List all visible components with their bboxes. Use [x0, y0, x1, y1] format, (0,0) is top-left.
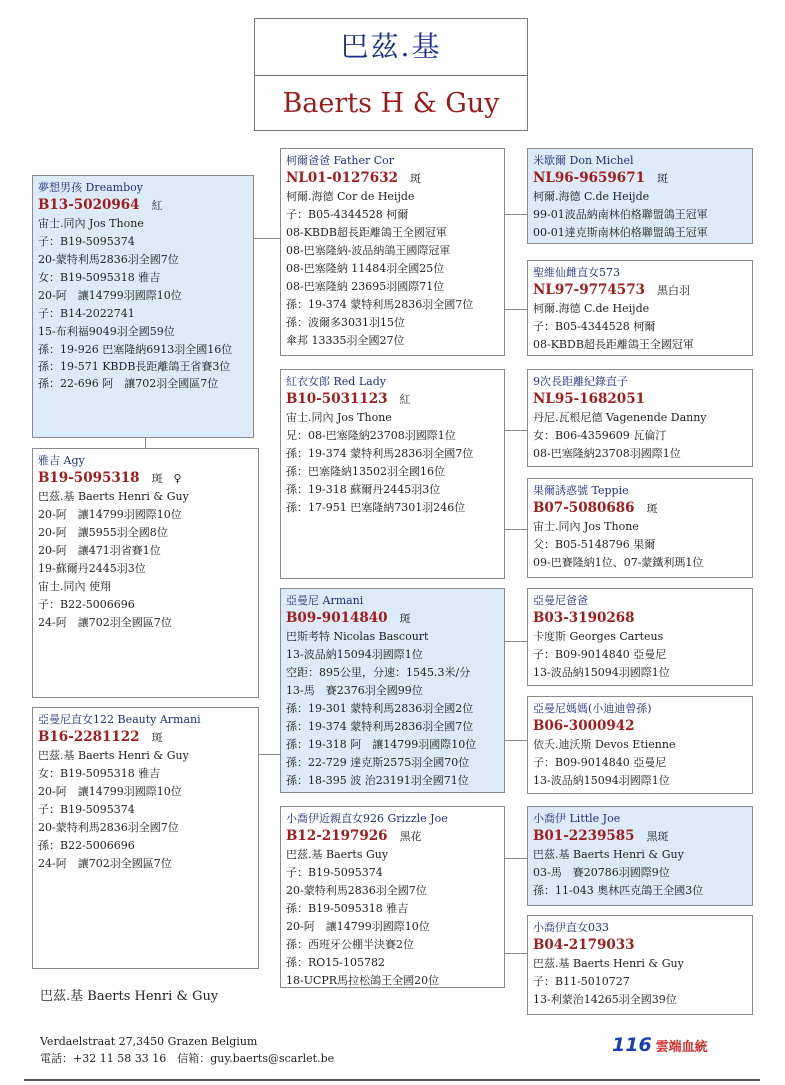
pedigree-note: 宙士.同內 Jos Thone [533, 520, 639, 533]
pedigree-note: 孫：巴塞隆納13502羽全國16位 [286, 465, 445, 478]
pigeon-name: 聖維仙雌直女573 [533, 266, 620, 279]
ring-number-text: B10-5031123 [286, 391, 388, 407]
pedigree-note: 宙士.同內 Jos Thone [286, 411, 392, 424]
subject-pigeon-card [32, 175, 254, 438]
pedigree-note: 15-布利福9049羽全國59位 [38, 325, 175, 338]
little-joe-daughter-card [527, 915, 753, 1015]
ring-number [533, 281, 747, 300]
pedigree-note: 依夭.迪沃斯 Devos Etienne [533, 738, 676, 751]
pedigree-note: 13-利蒙治14265羽全國39位 [533, 993, 677, 1006]
pedigree-note: 孫：19-301 蒙特利馬2836羽全國2位 [286, 702, 474, 715]
ring-number-text: B16-2281122 [38, 729, 140, 745]
pedigree-note: 女：B19-5095318 雅吉 [38, 271, 161, 284]
ring-number-text: B06-3000942 [533, 718, 635, 734]
pedigree-note: 08-巴塞隆納-波品納鴿王國際冠軍 [286, 244, 451, 257]
pedigree-note: 03-馬 賽20786羽國際9位 [533, 866, 670, 879]
ring-number-text: NL01-0127632 [286, 170, 398, 186]
pedigree-note: 巴茲.基 Baerts Henri & Guy [533, 848, 684, 861]
pedigree-note: 兄：08-巴塞隆納23708羽國際1位 [286, 429, 456, 442]
pedigree-note: 20-阿 讓14799羽國際10位 [38, 289, 182, 302]
pedigree-note: 孫：19-374 蒙特利馬2836羽全國7位 [286, 447, 474, 460]
pedigree-note: 巴茲.基 Baerts Guy [286, 848, 389, 861]
ring-number-text: B13-5020964 [38, 197, 140, 213]
pedigree-note: 孫：11-043 奧林匹克鴿王全國3位 [533, 884, 704, 897]
logo-number: 116 [612, 1034, 652, 1056]
pedigree-note: 柯爾.海德 C.de Heijde [533, 302, 650, 315]
pedigree-note: 子：B19-5095374 [38, 803, 135, 816]
ring-number [533, 499, 747, 518]
pigeon-name: 亞曼尼媽媽(小迪迪曾孫) [533, 702, 652, 715]
pedigree-note: 孫：18-395 波 治23191羽全國71位 [286, 774, 469, 787]
owner-name-english: Baerts H & Guy [282, 88, 500, 119]
pedigree-note: 孫：22-696 阿 讓702羽全國區7位 [38, 377, 219, 390]
pedigree-note: 丹尼.瓦根尼德 Vagenende Danny [533, 411, 707, 424]
pedigree-note: 08-巴塞隆納 11484羽全國25位 [286, 262, 445, 275]
pedigree-note: 孫：B19-5095318 雅吉 [286, 902, 409, 915]
connector-line [145, 438, 146, 448]
pedigree-note: 13-波品納15094羽國際1位 [533, 666, 670, 679]
pedigree-note: 孫：19-374 蒙特利馬2836羽全國7位 [286, 298, 474, 311]
feather-color: 斑 [656, 172, 668, 185]
dam-sire-card [527, 369, 753, 467]
grizzle-joe-card [280, 806, 505, 988]
pedigree-note: 父：B05-5148796 果爾 [533, 538, 656, 551]
pedigree-note: 孫：19-318 蘇爾丹2445羽3位 [286, 483, 441, 496]
pedigree-note: 宙士.同內 Jos Thone [38, 217, 144, 230]
ring-number [286, 169, 499, 188]
sire-card [280, 148, 505, 356]
ring-number-text: B09-9014840 [286, 610, 388, 626]
pedigree-note: 柯爾.海德 C.de Heijde [533, 190, 650, 203]
connector-line [505, 953, 527, 954]
pedigree-note: 20-蒙特利馬2836羽全國7位 [286, 884, 427, 897]
armani-dam-card [527, 696, 753, 794]
ring-number-text: B03-3190268 [533, 610, 635, 626]
feather-color: 黑花 [399, 830, 422, 843]
pedigree-note: 孫：19-374 蒙特利馬2836羽全國7位 [286, 720, 474, 733]
pigeon-name: 亞曼尼爸爸 [533, 594, 588, 607]
ring-number [38, 728, 253, 747]
armani-card [280, 588, 505, 793]
pedigree-note: 20-蒙特利馬2836羽全國7位 [38, 821, 179, 834]
footer-contact [40, 1033, 334, 1067]
dam-dam-card [527, 478, 753, 578]
pedigree-note: 子：B19-5095374 [38, 235, 135, 248]
footer-divider [24, 1079, 760, 1081]
pedigree-note: 女：B19-5095318 雅吉 [38, 767, 161, 780]
ring-number [533, 717, 747, 736]
connector-line [259, 754, 281, 755]
ring-number [38, 469, 253, 488]
ring-number-text: NL97-9774573 [533, 282, 645, 298]
pedigree-note: 孫：波爾多3031羽15位 [286, 316, 405, 329]
pigeon-name: 米歇爾 Don Michel [533, 154, 634, 167]
ring-number [286, 827, 499, 846]
footer-owner-name: 巴茲.基 Baerts Henri & Guy [40, 989, 219, 1004]
connector-line [505, 214, 527, 215]
little-joe-card [527, 806, 753, 906]
pedigree-note: 孫：西班牙公棚半決賽2位 [286, 938, 414, 951]
ring-number [533, 609, 747, 628]
pigeon-name: 柯爾爸爸 Father Cor [286, 154, 395, 167]
feather-color: 黑斑 [646, 830, 669, 843]
pedigree-note: 子：B22-5006696 [38, 598, 135, 611]
pedigree-note: 24-阿 讓702羽全國區7位 [38, 857, 172, 870]
pedigree-note: 子：B09-9014840 亞曼尼 [533, 648, 667, 661]
pigeon-name: 雅吉 Agy [38, 454, 85, 467]
pedigree-note: 卡度斯 Georges Carteus [533, 630, 664, 643]
pedigree-note: 24-阿 讓702羽全國區7位 [38, 616, 172, 629]
ring-number [533, 827, 747, 846]
pigeon-name: 夢想男孩 Dreamboy [38, 181, 143, 194]
pedigree-note: 08-巴塞隆納23708羽國際1位 [533, 447, 681, 460]
pedigree-note: 20-阿 讓14799羽國際10位 [38, 785, 182, 798]
pedigree-note: 20-阿 讓14799羽國際10位 [38, 508, 182, 521]
pedigree-note: 孫：22-729 達克斯2575羽全國70位 [286, 756, 470, 769]
footer-phone-email: 電話：+32 11 58 33 16 信箱：guy.baerts@scarlet.be [40, 1052, 335, 1065]
ring-number [533, 936, 747, 955]
pedigree-note: 子：B05-4344528 柯爾 [286, 208, 409, 221]
pedigree-note: 子：B19-5095374 [286, 866, 383, 879]
connector-line [505, 740, 527, 741]
pedigree-note: 宙士.同內 使翔 [38, 580, 111, 593]
feather-color: 黑白羽 [656, 284, 690, 297]
feather-color: 斑 [646, 502, 658, 515]
pedigree-note: 女：B06-4359609 瓦倫汀 [533, 429, 667, 442]
pedigree-note: 孫：19-926 巴塞隆納6913羽全國16位 [38, 343, 233, 356]
ring-number [38, 196, 248, 215]
pedigree-note: 20-阿 讓5955羽全國8位 [38, 526, 168, 539]
pedigree-note: 99-01波品納南林伯格聯盟鴿王冠軍 [533, 208, 708, 221]
feather-color: 斑 ♀ [151, 472, 182, 485]
armani-sire-card [527, 588, 753, 686]
pigeon-name: 小喬伊直女033 [533, 921, 609, 934]
dam-card [280, 369, 505, 579]
pedigree-note: 19-蘇爾丹2445羽3位 [38, 562, 146, 575]
pigeon-name: 亞曼尼直女122 Beauty Armani [38, 713, 201, 726]
sibling-agy-card [32, 448, 259, 698]
feather-color: 斑 [151, 731, 163, 744]
connector-line [254, 238, 280, 239]
pedigree-note: 子：B14-2022741 [38, 307, 135, 320]
pedigree-note: 13-波品納15094羽國際1位 [533, 774, 670, 787]
ring-number [533, 390, 747, 409]
ring-number [533, 169, 747, 188]
pedigree-note: 傘邦 13335羽全國27位 [286, 334, 405, 347]
pedigree-note: 20-阿 讓471羽省賽1位 [38, 544, 161, 557]
sire-dam-card [527, 260, 753, 356]
pedigree-note: 20-阿 讓14799羽國際10位 [286, 920, 430, 933]
pedigree-note: 巴茲.基 Baerts Henri & Guy [533, 957, 684, 970]
pedigree-note: 孫：17-951 巴塞隆納7301羽246位 [286, 501, 466, 514]
pigeon-name: 亞曼尼 Armani [286, 594, 364, 607]
connector-line [505, 858, 527, 859]
pedigree-note: 子：B09-9014840 亞曼尼 [533, 756, 667, 769]
feather-color: 紅 [151, 199, 163, 212]
pedigree-note: 孫：19-318 阿 讓14799羽國際10位 [286, 738, 477, 751]
pedigree-note: 00-01達克斯南林伯格聯盟鴿王冠軍 [533, 226, 708, 239]
feather-color: 斑 [409, 172, 421, 185]
pigeon-name: 9次長距離紀錄直子 [533, 375, 628, 388]
pedigree-note: 08-巴塞隆納 23695羽國際71位 [286, 280, 445, 293]
ring-number-text: B04-2179033 [533, 937, 635, 953]
pedigree-note: 巴茲.基 Baerts Henri & Guy [38, 749, 189, 762]
pedigree-note: 巴斯考特 Nicolas Bascourt [286, 630, 429, 643]
connector-line [505, 641, 527, 642]
pedigree-note: 子：B11-5010727 [533, 975, 630, 988]
pigeon-name: 紅衣女郎 Red Lady [286, 375, 386, 388]
owner-name-chinese: 巴茲.基 [255, 19, 527, 76]
pedigree-note: 孫：RO15-105782 [286, 956, 386, 969]
feather-color: 斑 [399, 612, 411, 625]
site-logo [612, 1031, 722, 1059]
ring-number-text: NL96-9659671 [533, 170, 645, 186]
ring-number-text: NL95-1682051 [533, 391, 645, 407]
pigeon-name: 小喬伊 Little Joe [533, 812, 621, 825]
ring-number [286, 609, 499, 628]
ring-number-text: B12-2197926 [286, 828, 388, 844]
pedigree-note: 13-波品納15094羽國際1位 [286, 648, 423, 661]
ring-number-text: B19-5095318 [38, 470, 140, 486]
pedigree-note: 08-KBDB超長距離鴿王全國冠軍 [286, 226, 447, 239]
pedigree-note: 巴茲.基 Baerts Henri & Guy [38, 490, 189, 503]
ring-number-text: B01-2239585 [533, 828, 635, 844]
pedigree-note: 20-蒙特利馬2836羽全國7位 [38, 253, 179, 266]
ring-number-text: B07-5080686 [533, 500, 635, 516]
pedigree-note: 孫：19-571 KBDB長距離鴿王省賽3位 [38, 360, 231, 373]
pedigree-note: 子：B05-4344528 柯爾 [533, 320, 656, 333]
pedigree-note: 08-KBDB超長距離鴿王全國冠軍 [533, 338, 694, 351]
pedigree-note: 空距：895公里，分速：1545.3米/分 [286, 666, 471, 679]
pedigree-note: 18-UCPR馬拉松鴿王全國20位 [286, 974, 440, 987]
pedigree-title-box [254, 18, 528, 131]
pedigree-note: 09-巴賽隆納1位、07-蒙鐵利瑪1位 [533, 556, 704, 569]
logo-text: 雲端血統 [655, 1039, 708, 1055]
feather-color: 紅 [399, 393, 411, 406]
pedigree-note: 孫：B22-5006696 [38, 839, 135, 852]
beauty-armani-card [32, 707, 259, 969]
connector-line [505, 529, 527, 530]
pigeon-name: 小喬伊近親直女926 Grizzle Joe [286, 812, 448, 825]
pigeon-name: 果爾誘惑號 Teppie [533, 484, 629, 497]
connector-line [505, 309, 527, 310]
pedigree-note: 柯爾.海德 Cor de Heijde [286, 190, 415, 203]
pedigree-note: 13-馬 賽2376羽全國99位 [286, 684, 423, 697]
ring-number [286, 390, 499, 409]
connector-line [505, 430, 527, 431]
footer-address: Verdaelstraat 27,3450 Grazen Belgium [40, 1035, 258, 1048]
sire-sire-card [527, 148, 753, 244]
